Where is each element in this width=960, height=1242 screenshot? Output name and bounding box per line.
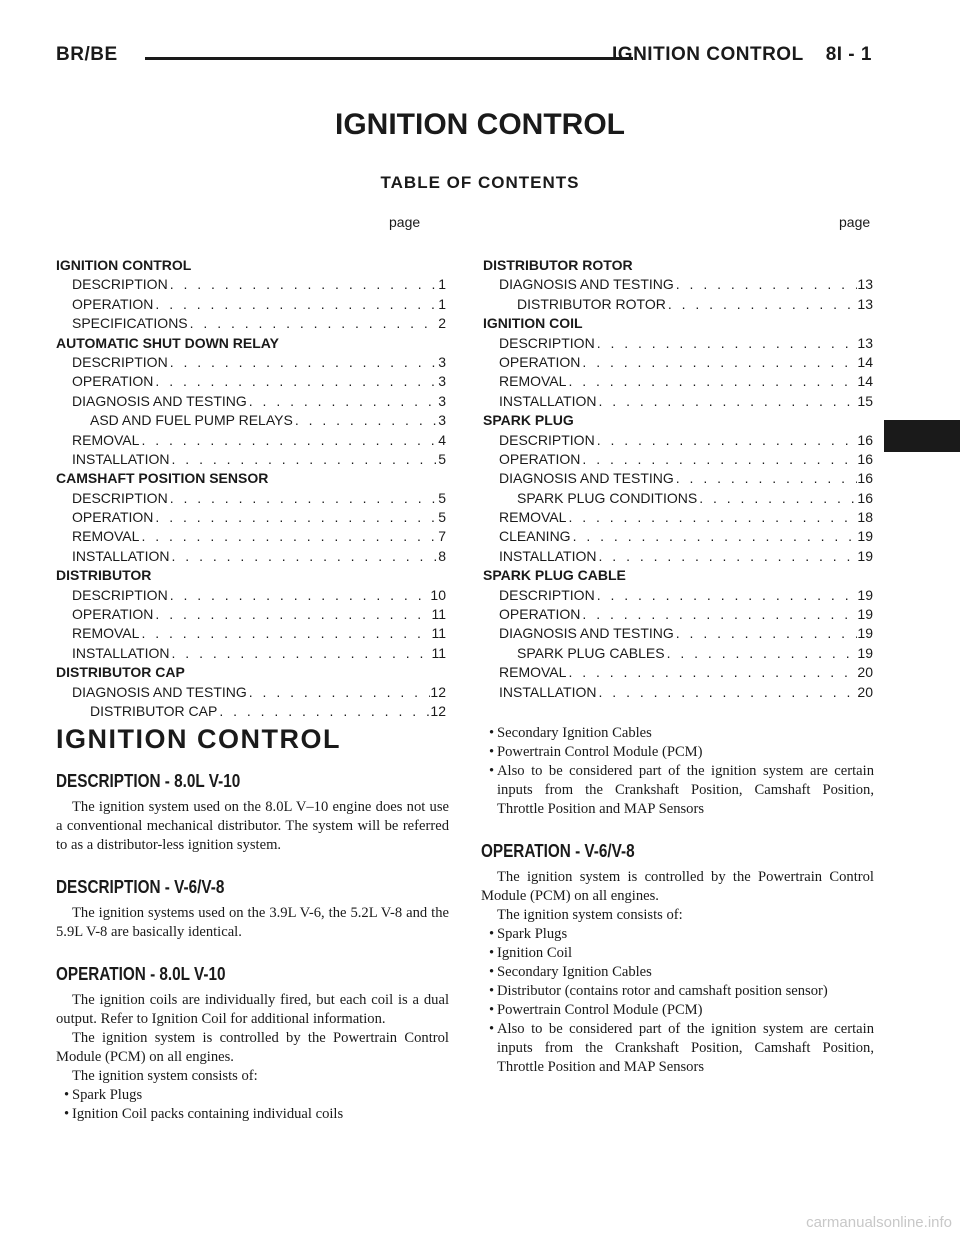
- toc-entry-page: 3: [438, 353, 446, 370]
- toc-entry-text: IGNITION COIL: [483, 315, 583, 332]
- toc-entry-text: INSTALLATION: [499, 683, 597, 700]
- toc-entry-text: DISTRIBUTOR ROTOR: [517, 295, 666, 312]
- toc-entry[interactable]: [56, 547, 446, 566]
- toc-leader-dots: [188, 314, 439, 333]
- toc-entry-text: OPERATION: [72, 509, 154, 526]
- heading-description-v10: DESCRIPTION - 8.0L V-10: [56, 771, 241, 791]
- toc-entry-text: REMOVAL: [72, 528, 140, 545]
- toc-entry-page: 12: [430, 702, 446, 719]
- toc-entry-page: 16: [857, 470, 873, 487]
- toc-entry[interactable]: [56, 372, 446, 391]
- toc-entry-page: 5: [438, 450, 446, 467]
- toc-entry-text: OPERATION: [72, 373, 154, 390]
- toc-entry-text: IGNITION CONTROL: [56, 257, 192, 273]
- header-section: [612, 44, 872, 66]
- header-model: BR/BE: [56, 44, 118, 65]
- list-item: • Secondary Ignition Cables: [481, 724, 874, 743]
- toc-entry-page: 3: [438, 392, 446, 409]
- list-item: • Also to be considered part of the ignition system are certain inputs from the Crankshaft Position, Camshaft Position, Throttle Position and MAP Sensors: [481, 762, 874, 819]
- toc-leader-dots: [217, 702, 430, 721]
- toc-heading: [56, 334, 446, 353]
- toc-entry[interactable]: [483, 334, 873, 353]
- toc-entry[interactable]: [56, 450, 446, 469]
- toc-entry[interactable]: [56, 586, 446, 605]
- toc-entry-page: 19: [857, 528, 873, 545]
- toc-column-right: [483, 256, 873, 702]
- toc-leader-dots: [665, 644, 858, 663]
- toc-page-label-left: page: [389, 214, 421, 230]
- toc-entry-page: 19: [857, 625, 873, 642]
- heading-operation-v10: OPERATION - 8.0L V-10: [56, 964, 226, 984]
- toc-leader-dots: [580, 450, 857, 469]
- toc-entry[interactable]: [56, 527, 446, 546]
- toc-entry-text: REMOVAL: [72, 625, 140, 642]
- toc-entry-page: 3: [438, 412, 446, 429]
- toc-entry-text: SPARK PLUG CABLES: [517, 644, 665, 661]
- toc-heading: [56, 256, 446, 275]
- toc-entry[interactable]: [56, 295, 446, 314]
- toc-entry[interactable]: [56, 508, 446, 527]
- toc-leader-dots: [170, 450, 439, 469]
- toc-entry[interactable]: [56, 624, 446, 643]
- toc-entry-text: DISTRIBUTOR ROTOR: [483, 257, 633, 273]
- toc-entry-page: 10: [430, 586, 446, 603]
- toc-leader-dots: [139, 527, 438, 546]
- paragraph: The ignition system consists of:: [72, 1068, 258, 1084]
- toc-entry-page: 5: [438, 489, 446, 506]
- toc-leader-dots: [580, 353, 857, 372]
- toc-entry-text: DISTRIBUTOR CAP: [56, 664, 185, 681]
- toc-entry-text: INSTALLATION: [72, 547, 170, 564]
- toc-entry-page: 8: [438, 547, 446, 564]
- toc-leader-dots: [674, 624, 858, 643]
- toc-leader-dots: [247, 392, 438, 411]
- toc-entry[interactable]: [56, 392, 446, 411]
- toc-entry-text: SPARK PLUG CABLE: [483, 567, 626, 584]
- toc-entry[interactable]: [483, 527, 873, 546]
- toc-title: TABLE OF CONTENTS: [380, 173, 580, 192]
- toc-entry-text: OPERATION: [72, 606, 154, 623]
- toc-entry-text: DIAGNOSIS AND TESTING: [499, 470, 674, 487]
- toc-entry-page: 14: [857, 353, 873, 370]
- toc-entry[interactable]: [483, 586, 873, 605]
- toc-entry-text: DESCRIPTION: [72, 586, 168, 603]
- toc-leader-dots: [595, 431, 858, 450]
- section-title: IGNITION CONTROL: [56, 724, 341, 754]
- toc-entry-text: DESCRIPTION: [72, 276, 168, 293]
- toc-leader-dots: [293, 411, 438, 430]
- toc-leader-dots: [597, 683, 858, 702]
- toc-entry-page: 16: [857, 489, 873, 506]
- paragraph: The ignition system is controlled by the Powertrain Control Module (PCM) on all engines.: [481, 869, 874, 904]
- list-item: • Distributor (contains rotor and camshaft position sensor): [481, 982, 874, 1001]
- toc-leader-dots: [168, 275, 439, 294]
- list-item: • Powertrain Control Module (PCM): [481, 743, 874, 762]
- toc-heading: [483, 256, 873, 275]
- header-rule: [145, 57, 633, 60]
- toc-entry-page: 13: [857, 276, 873, 293]
- list-item: • Powertrain Control Module (PCM): [481, 1001, 874, 1020]
- toc-entry-text: CLEANING: [499, 528, 571, 545]
- toc-leader-dots: [168, 353, 439, 372]
- toc-heading: [56, 469, 446, 488]
- section-thumb-tab: [884, 420, 960, 452]
- toc-leader-dots: [170, 644, 432, 663]
- page-title: IGNITION CONTROL: [335, 108, 625, 141]
- toc-leader-dots: [674, 275, 858, 294]
- toc-entry-page: 13: [857, 295, 873, 312]
- toc-entry-page: 19: [857, 644, 873, 661]
- toc-entry[interactable]: [56, 411, 446, 430]
- toc-entry-text: DESCRIPTION: [72, 489, 168, 506]
- list-item: • Spark Plugs: [481, 925, 874, 944]
- toc-entry-text: REMOVAL: [72, 431, 140, 448]
- toc-entry-text: INSTALLATION: [72, 450, 170, 467]
- paragraph: The ignition system consists of:: [497, 907, 683, 923]
- list-item: • Spark Plugs: [56, 1086, 449, 1105]
- toc-entry-text: SPARK PLUG CONDITIONS: [517, 489, 698, 506]
- toc-leader-dots: [595, 586, 858, 605]
- toc-entry-page: 18: [857, 509, 873, 526]
- toc-entry[interactable]: [483, 450, 873, 469]
- toc-heading: [483, 411, 873, 430]
- toc-entry[interactable]: [56, 431, 446, 450]
- toc-entry-page: 19: [857, 606, 873, 623]
- toc-entry[interactable]: [483, 547, 873, 566]
- toc-entry-page: 2: [438, 315, 446, 332]
- toc-entry[interactable]: [483, 605, 873, 624]
- toc-entry[interactable]: [483, 624, 873, 643]
- toc-entry[interactable]: [483, 644, 873, 663]
- toc-entry-text: DESCRIPTION: [499, 334, 595, 351]
- toc-entry-text: CAMSHAFT POSITION SENSOR: [56, 470, 269, 487]
- toc-entry[interactable]: [56, 605, 446, 624]
- list-item: • Ignition Coil packs containing individual coils: [56, 1105, 449, 1124]
- list-item: • Ignition Coil: [481, 944, 874, 963]
- toc-leader-dots: [170, 547, 439, 566]
- toc-entry-page: 1: [438, 276, 446, 293]
- toc-leader-dots: [168, 586, 431, 605]
- toc-entry[interactable]: [483, 508, 873, 527]
- toc-entry[interactable]: [56, 314, 446, 333]
- toc-leader-dots: [153, 372, 438, 391]
- toc-entry-text: INSTALLATION: [499, 392, 597, 409]
- toc-entry[interactable]: [56, 489, 446, 508]
- toc-entry[interactable]: [56, 644, 446, 663]
- toc-column-left: [56, 256, 446, 721]
- toc-entry-page: 11: [431, 606, 446, 623]
- toc-entry-text: OPERATION: [499, 606, 581, 623]
- toc-entry-text: INSTALLATION: [72, 644, 170, 661]
- toc-entry-page: 5: [438, 509, 446, 526]
- toc-leader-dots: [153, 295, 438, 314]
- toc-leader-dots: [247, 683, 431, 702]
- toc-leader-dots: [597, 547, 858, 566]
- toc-entry-page: 13: [857, 334, 873, 351]
- toc-heading: [483, 314, 873, 333]
- toc-entry-text: ASD AND FUEL PUMP RELAYS: [90, 412, 293, 429]
- toc-heading: [56, 566, 446, 585]
- toc-entry-page: 4: [438, 431, 446, 448]
- toc-leader-dots: [580, 605, 857, 624]
- toc-entry-page: 14: [857, 373, 873, 390]
- toc-entry-page: 16: [857, 431, 873, 448]
- paragraph: The ignition system used on the 8.0L V–10 engine does not use a conventional mechanical distributor. The system will be referred to as a distributor-less ignition system.: [56, 799, 449, 853]
- paragraph: The ignition systems used on the 3.9L V-6, the 5.2L V-8 and the 5.9L V-8 are basically identical.: [56, 905, 449, 940]
- toc-heading: [56, 663, 446, 682]
- toc-leader-dots: [139, 431, 438, 450]
- toc-leader-dots: [595, 334, 858, 353]
- toc-leader-dots: [153, 605, 431, 624]
- toc-entry[interactable]: [56, 353, 446, 372]
- toc-entry[interactable]: [483, 392, 873, 411]
- toc-entry[interactable]: [56, 275, 446, 294]
- toc-entry-text: DIAGNOSIS AND TESTING: [72, 683, 247, 700]
- toc-entry-text: DIAGNOSIS AND TESTING: [72, 392, 247, 409]
- toc-leader-dots: [139, 624, 431, 643]
- toc-entry[interactable]: [483, 489, 873, 508]
- toc-entry[interactable]: [483, 275, 873, 294]
- toc-leader-dots: [674, 469, 858, 488]
- toc-entry-text: OPERATION: [499, 450, 581, 467]
- toc-entry-page: 19: [857, 586, 873, 603]
- toc-leader-dots: [168, 489, 439, 508]
- toc-entry-page: 3: [438, 373, 446, 390]
- toc-entry-text: DIAGNOSIS AND TESTING: [499, 625, 674, 642]
- toc-entry[interactable]: [483, 431, 873, 450]
- toc-entry-page: 7: [438, 528, 446, 545]
- toc-entry-page: 20: [857, 664, 873, 681]
- toc-entry-page: 16: [857, 450, 873, 467]
- toc-leader-dots: [571, 527, 858, 546]
- toc-entry[interactable]: [483, 469, 873, 488]
- paragraph: The ignition coils are individually fired, but each coil is a dual output. Refer to Ignition Coil for additional information.: [56, 992, 449, 1027]
- toc-entry-text: AUTOMATIC SHUT DOWN RELAY: [56, 334, 279, 351]
- toc-entry-text: DESCRIPTION: [499, 586, 595, 603]
- header-section-title: IGNITION CONTROL: [612, 44, 804, 65]
- toc-heading: [483, 566, 873, 585]
- toc-leader-dots: [566, 372, 857, 391]
- toc-entry-text: OPERATION: [499, 353, 581, 370]
- toc-entry-text: SPARK PLUG: [483, 412, 574, 429]
- header-page-number: 8I - 1: [825, 44, 872, 65]
- toc-leader-dots: [153, 508, 438, 527]
- toc-entry[interactable]: [483, 372, 873, 391]
- toc-entry-text: DESCRIPTION: [72, 353, 168, 370]
- toc-entry-text: INSTALLATION: [499, 547, 597, 564]
- toc-entry[interactable]: [56, 702, 446, 721]
- toc-entry-text: DIAGNOSIS AND TESTING: [499, 276, 674, 293]
- toc-entry[interactable]: [483, 683, 873, 702]
- heading-operation-v6-v8: OPERATION - V-6/V-8: [481, 841, 635, 861]
- toc-leader-dots: [697, 489, 857, 508]
- toc-entry-text: REMOVAL: [499, 373, 567, 390]
- toc-entry[interactable]: [56, 683, 446, 702]
- list-item: • Also to be considered part of the ignition system are certain inputs from the Crankshaft Position, Camshaft Position, Throttle Position and MAP Sensors: [481, 1020, 874, 1077]
- toc-entry-text: DISTRIBUTOR: [56, 567, 152, 584]
- toc-entry-text: SPECIFICATIONS: [72, 315, 188, 332]
- watermark: carmanualsonline.info: [806, 1214, 952, 1231]
- toc-entry-text: DISTRIBUTOR CAP: [90, 702, 218, 719]
- body-column-right: [481, 724, 874, 1077]
- toc-entry-page: 11: [431, 644, 446, 661]
- toc-leader-dots: [666, 295, 858, 314]
- toc-entry-text: REMOVAL: [499, 664, 567, 681]
- toc-entry-page: 11: [431, 625, 446, 642]
- toc-entry-text: OPERATION: [72, 295, 154, 312]
- toc-entry[interactable]: [483, 295, 873, 314]
- toc-entry-page: 20: [857, 683, 873, 700]
- toc-entry-page: 1: [438, 295, 446, 312]
- toc-entry-page: 19: [857, 547, 873, 564]
- toc-entry-page: 15: [857, 392, 873, 409]
- body-column-left: [56, 724, 449, 1124]
- list-item: • Secondary Ignition Cables: [481, 963, 874, 982]
- toc-entry-text: DESCRIPTION: [499, 431, 595, 448]
- paragraph: The ignition system is controlled by the Powertrain Control Module (PCM) on all engines.: [56, 1030, 449, 1065]
- toc-entry[interactable]: [483, 663, 873, 682]
- heading-description-v6-v8: DESCRIPTION - V-6/V-8: [56, 877, 225, 897]
- toc-leader-dots: [566, 508, 857, 527]
- toc-entry-text: REMOVAL: [499, 509, 567, 526]
- toc-page-label-right: page: [839, 214, 871, 230]
- toc-entry[interactable]: [483, 353, 873, 372]
- toc-entry-page: 12: [430, 683, 446, 700]
- toc-leader-dots: [566, 663, 857, 682]
- toc-leader-dots: [597, 392, 858, 411]
